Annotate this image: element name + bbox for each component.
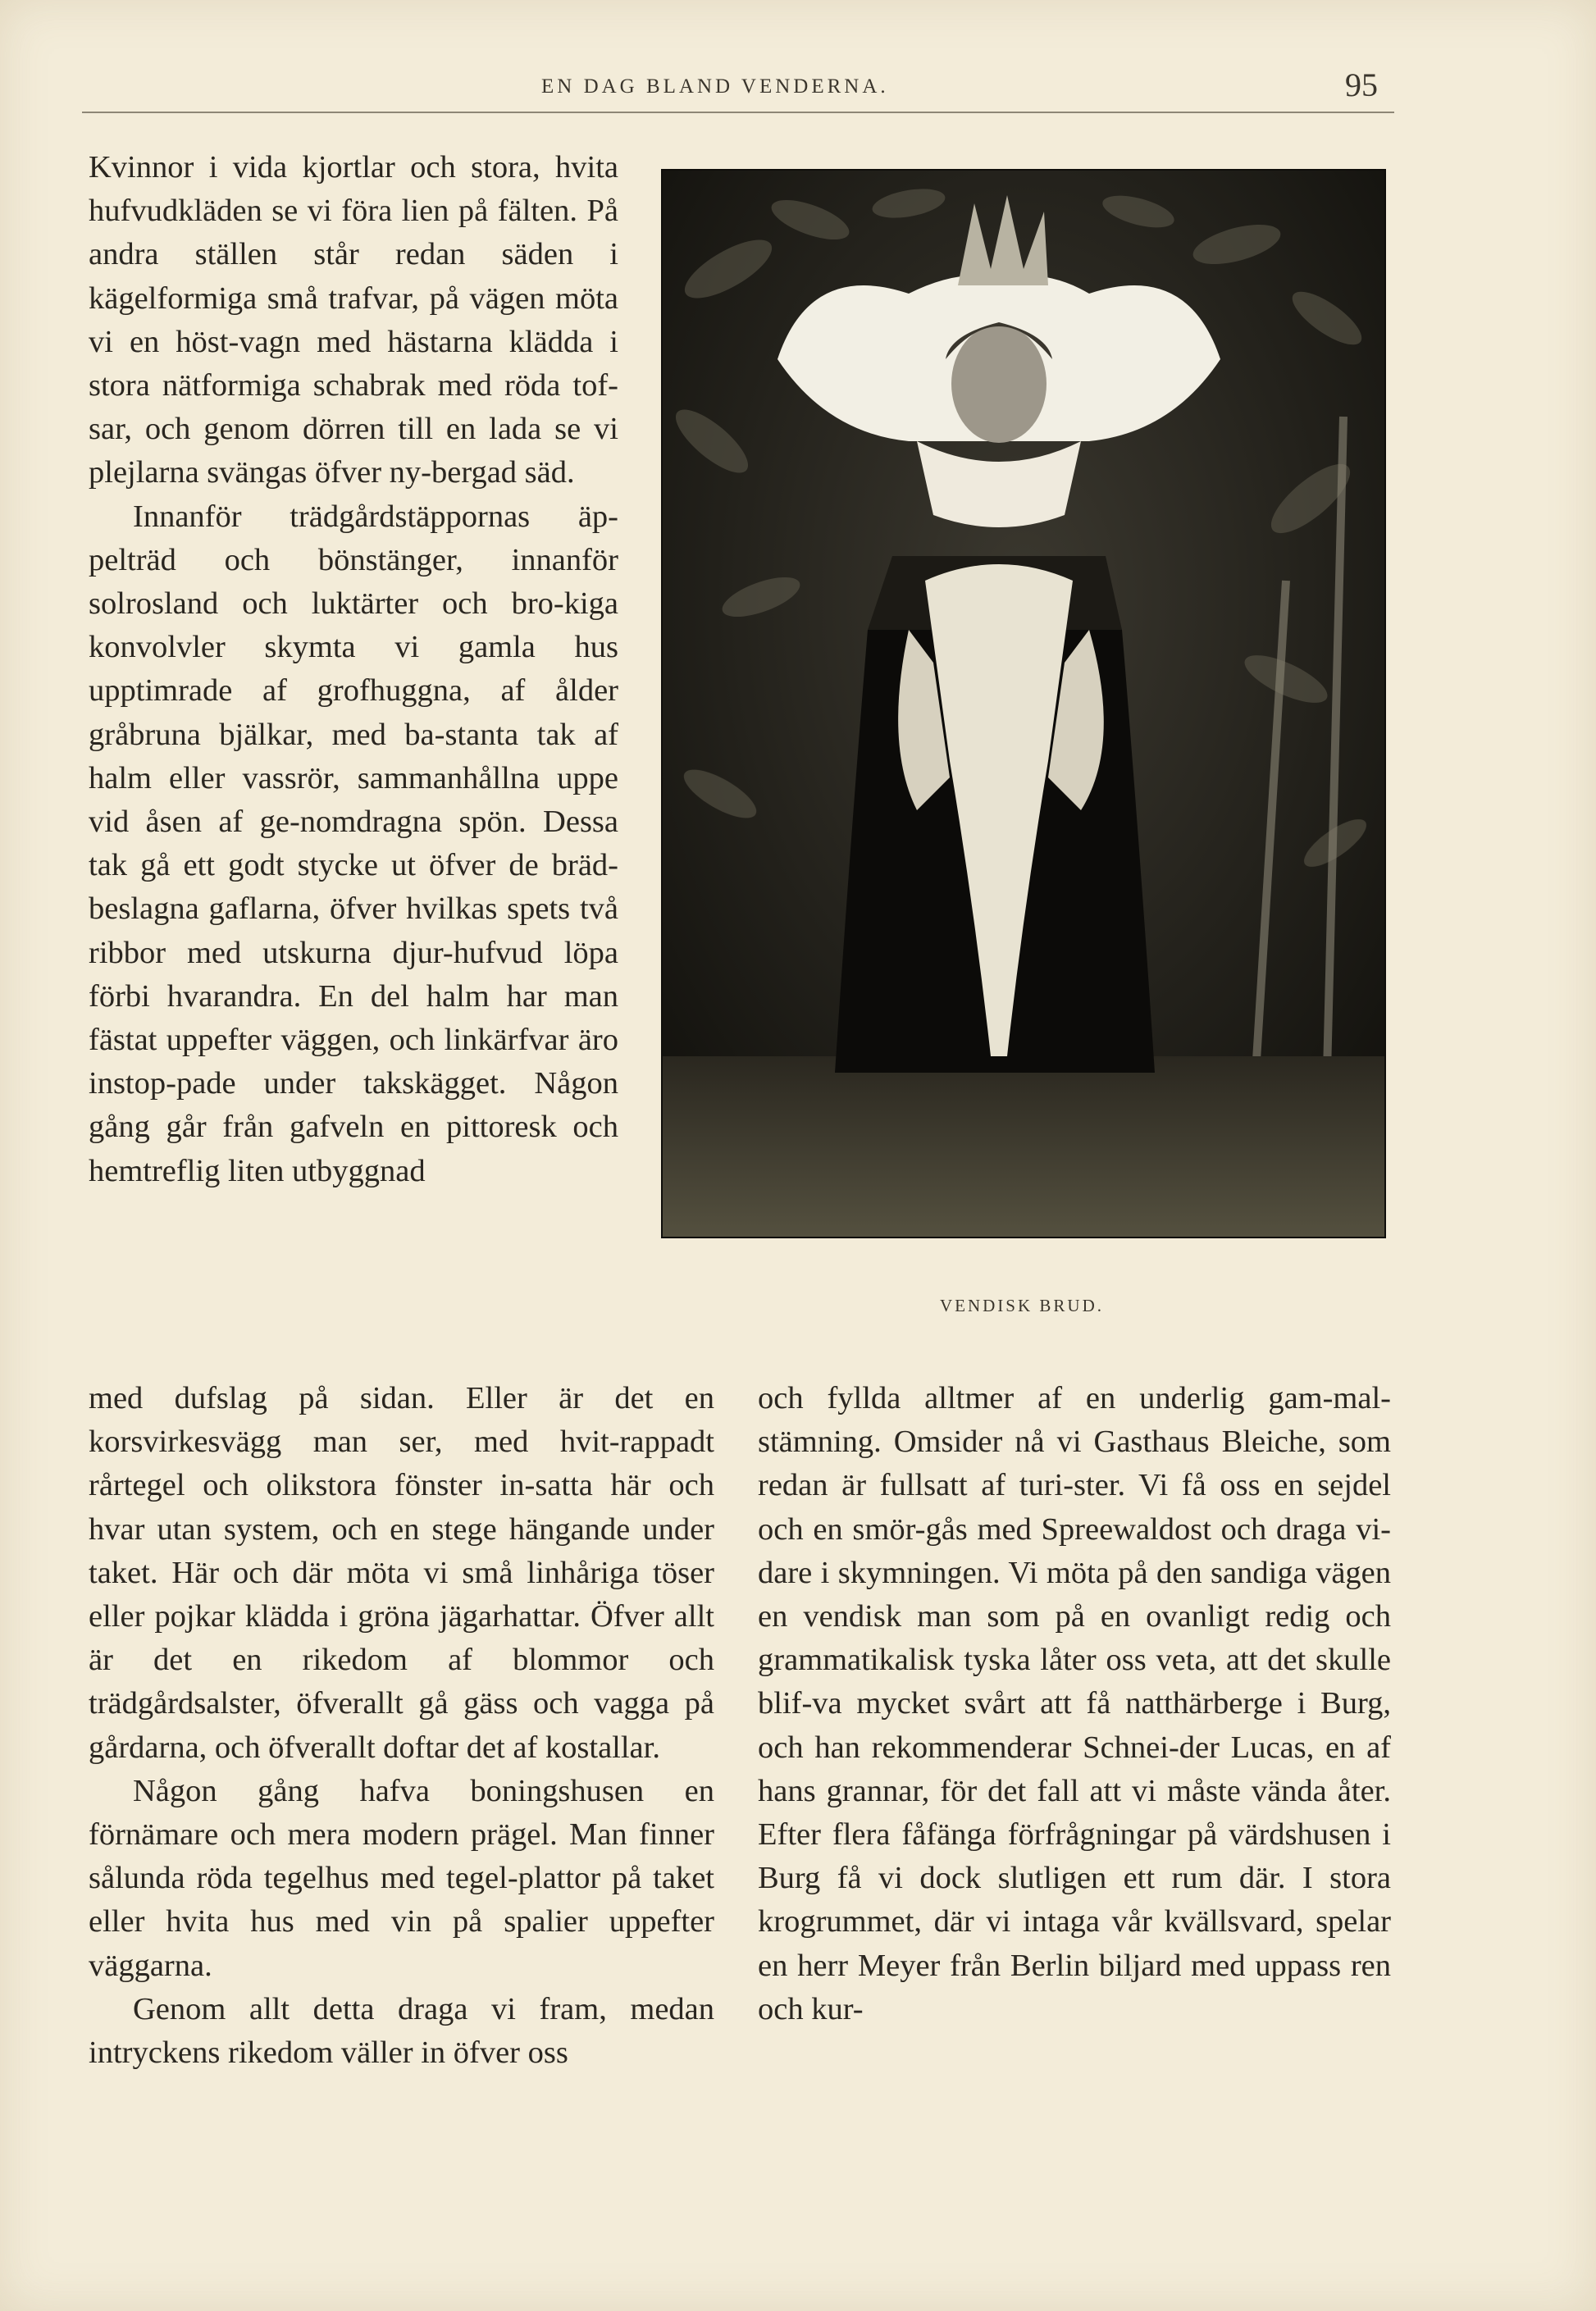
paragraph: med dufslag på sidan. Eller är det en korsvirkesvägg man ser, med hvit-rappadt rårtegel och olikstora fönster in-satta här och hvar utan system, och en stege hängande under taket. Här och där möta vi små linhåriga töser eller pojkar klädda i gröna jägarhattar. Öfver allt är det en rikedom af blommor och trädgårdsalster, öfverallt gå gäss och vagga på gårdarna, och öfverallt doftar det af kostallar. <box>89 1381 714 1765</box>
page-number: 95 <box>1345 66 1378 103</box>
running-title: EN DAG BLAND VENDERNA. <box>541 75 889 98</box>
paragraph: Genom allt detta draga vi fram, medan intryckens rikedom väller in öfver oss <box>89 1991 714 2071</box>
figure-caption: VENDISK BRUD. <box>939 1296 1104 1315</box>
paragraph: och fyllda alltmer af en underlig gam-mal-stämning. Omsider nå vi Gasthaus Bleiche, som redan är fullsatt af turi-ster. Vi få oss en sejdel och en smör-gås med Spreewaldost och draga vi-dare i skymningen. Vi möta på den sandiga vägen en vendisk man som på en ovanligt redig och grammatikalisk tyska låter oss veta, att det skulle blif-va mycket svårt att få natthärberge i Burg, och han rekommenderar Schnei-der Lucas, en af hans grannar, för det fall att vi måste vända åter. Efter flera fåfänga förfrågningar på värdshusen i Burg få vi dock slutligen ett rum där. I stora krogrummet, där vi intaga vår kvällsvard, spelar en herr Meyer från Berlin biljard med uppass ren och kur- <box>758 1381 1391 2026</box>
running-head <box>0 66 1596 115</box>
header-rule <box>82 112 1394 113</box>
column-bottom-right <box>758 1377 1391 2031</box>
bride-photograph <box>661 169 1386 1238</box>
paragraph: Kvinnor i vida kjortlar och stora, hvita hufvudkläden se vi föra lien på fälten. På andra ställen står redan säden i kägelformiga små trafvar, på vägen möta vi en höst-vagn med hästarna klädda i stora nätformiga schabrak med röda tof-sar, och genom dörren till en lada se vi plejlarna svängas öfver ny-bergad säd. <box>89 150 618 490</box>
column-top-left <box>89 146 618 1193</box>
column-bottom-left <box>89 1377 714 2075</box>
photograph-icon <box>663 171 1384 1237</box>
paragraph: Innanför trädgårdstäppornas äp-pelträd och bönstänger, innanför solrosland och luktärter och bro-kiga konvolvler skymta vi gamla hus upptimrade af grofhuggna, af ålder gråbruna bjälkar, med ba-stanta tak af halm eller vassrör, sammanhållna uppe vid åsen af ge-nomdragna spön. Dessa tak gå ett godt stycke ut öfver de bräd-beslagna gaflarna, öfver hvilkas spets två ribbor med utskurna djur-hufvud löpa förbi hvarandra. En del halm har man fästat uppefter väggen, och linkärfvar äro instop-pade under takskägget. Någon gång går från gafveln en pittoresk och hemtreflig liten utbyggnad <box>89 499 618 1188</box>
paragraph: Någon gång hafva boningshusen en förnämare och mera modern prägel. Man finner sålunda röda tegelhus med tegel-plattor på taket eller hvita hus med vin på spalier uppefter väggarna. <box>89 1773 714 1983</box>
